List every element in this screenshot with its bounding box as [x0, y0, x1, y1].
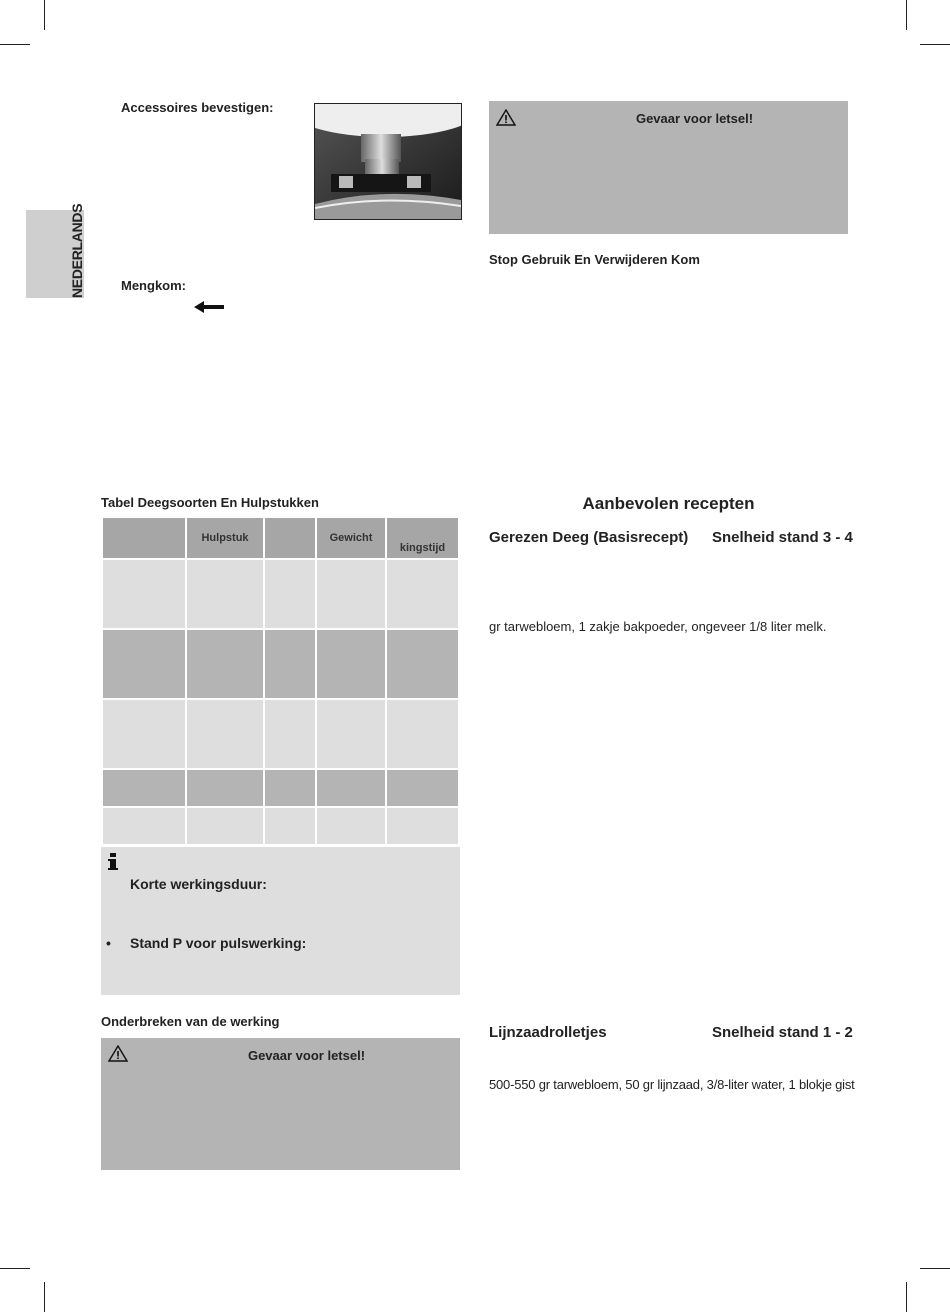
- table-header-cell: Gewicht: [317, 518, 385, 558]
- recipe1-name: Gerezen Deeg (Basisrecept): [489, 529, 689, 546]
- warning-box-left: [101, 1038, 460, 1170]
- recipes-heading: Aanbevolen recepten: [582, 494, 755, 513]
- mengkom-heading: Mengkom:: [121, 278, 186, 293]
- table-header-cell: kingstijd: [387, 518, 458, 558]
- crop-mark: [0, 44, 30, 45]
- recipe2-speed: Snelheid stand 1 - 2: [712, 1024, 853, 1041]
- recipe1-ingredients: gr tarwebloem, 1 zakje bakpoeder, ongeveer 1/8 liter melk.: [489, 619, 827, 634]
- crop-mark: [920, 1268, 950, 1269]
- crop-mark: [906, 1282, 907, 1312]
- stop-heading: Stop Gebruik En Verwijderen Kom: [489, 252, 700, 267]
- korte-werkingsduur-label: Korte werkingsduur:: [130, 876, 267, 892]
- table-row: [103, 700, 458, 768]
- table-title: Tabel Deegsoorten En Hulpstukken: [101, 495, 319, 510]
- pulse-label: Stand P voor pulswerking:: [130, 935, 307, 951]
- table-row: [103, 770, 458, 806]
- mixer-attachment-photo: [314, 103, 462, 220]
- info-icon: [107, 853, 119, 876]
- warning-title: Gevaar voor letsel!: [247, 1048, 366, 1063]
- crop-mark: [906, 0, 907, 30]
- dough-table: [101, 516, 460, 846]
- accessoires-heading: Accessoires bevestigen:: [121, 100, 274, 115]
- crop-mark: [44, 1282, 45, 1312]
- crop-mark: [920, 44, 950, 45]
- onderbreken-heading: Onderbreken van de werking: [101, 1014, 280, 1029]
- arrow-left-icon: [194, 300, 226, 319]
- language-tab-label: NEDERLANDS: [69, 203, 85, 298]
- table-header-cell: [103, 518, 185, 558]
- bullet: •: [106, 935, 111, 951]
- table-row: [103, 560, 458, 628]
- recipe2-ingredients: 500-550 gr tarwebloem, 50 gr lijnzaad, 3/8-liter water, 1 blokje gist: [489, 1077, 855, 1092]
- table-header-cell: [265, 518, 315, 558]
- warning-box-right: [489, 101, 848, 234]
- crop-mark: [0, 1268, 30, 1269]
- table-row: [103, 630, 458, 698]
- recipe1-speed: Snelheid stand 3 - 4: [712, 529, 853, 546]
- info-box: [101, 847, 460, 995]
- table-header-row: [103, 518, 458, 558]
- recipe2-name: Lijnzaadrolletjes: [489, 1024, 607, 1041]
- table-header-cell: Hulpstuk: [187, 518, 263, 558]
- warning-title: Gevaar voor letsel!: [635, 111, 754, 126]
- language-tab: [26, 203, 85, 298]
- crop-mark: [44, 0, 45, 30]
- table-row: [103, 808, 458, 844]
